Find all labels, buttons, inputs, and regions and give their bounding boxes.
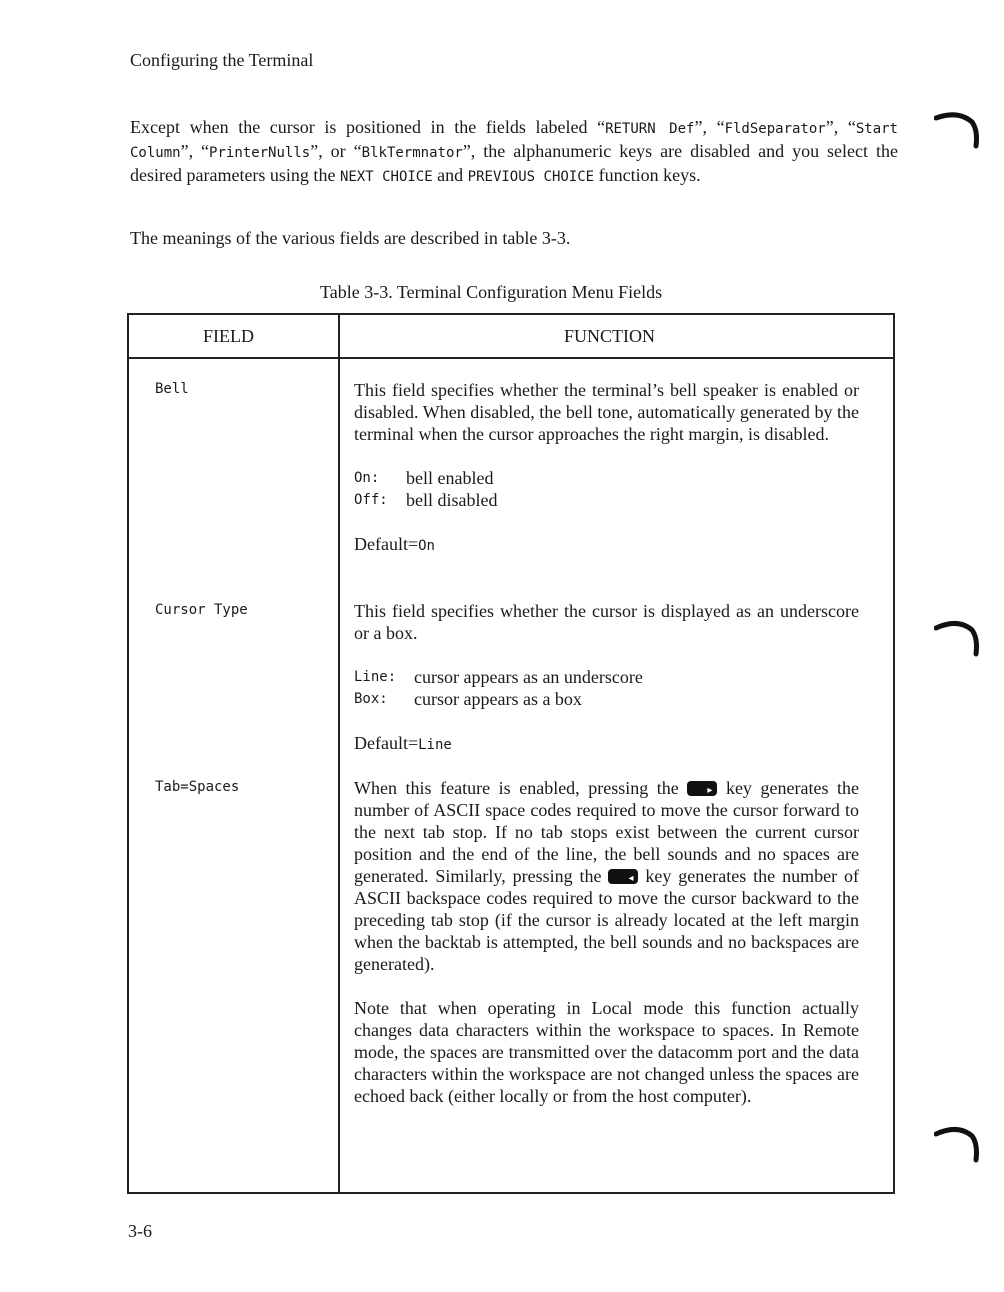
option-key-line: Line:: [354, 669, 397, 685]
option-key-off: Off:: [354, 492, 388, 508]
meaning-paragraph: The meanings of the various fields are described in table 3-3.: [130, 228, 571, 248]
column-header-field: FIELD: [203, 326, 254, 346]
column-divider: [338, 315, 340, 1192]
field-name-tab-spaces: Tab=Spaces: [155, 779, 240, 795]
field-desc-tab-spaces: When this feature is enabled, pressing the ▸ key generates the number of ASCII space codes required to move the cursor forward to the next tab stop. If no tab stops exist between the current cursor position and the end of the line, the bell sounds and no spaces are generated. Similarly, pressing the ◂ key generates the number of ASCII backspace codes required to move the cursor backward to the preceding tab stop (if the cursor is already located at the left margin when the backtab is attempted, the bell sounds and no backspaces are generated). Note that when operating in Local mode this function actually changes data characters within the workspace to spaces. In Remote mode, the spaces are transmitted over the datacomm port and the data characters within the workspace are not changed unless the spaces are echoed back (either locally or from the host computer).: [354, 777, 859, 1129]
intro-paragraph: Except when the cursor is positioned in the fields labeled “RETURN Def”, “FldSeparator”, “Start Column”, “PrinterNulls”, or “BlkTermnator”, the alphanumeric keys are disabled and you select the desired parameters using the NEXT CHOICE and PREVIOUS CHOICE function keys.: [130, 117, 899, 185]
option-key-on: On:: [354, 470, 380, 486]
field-desc-cursor-type: This field specifies whether the cursor is displayed as an underscore or a box. Line: cursor appears as an underscore Box: cursor appears as a box Default=Line: [354, 601, 859, 753]
config-fields-table: [127, 313, 895, 1194]
field-label-printernulls: PrinterNulls: [209, 145, 311, 161]
margin-change-bar-icon: [934, 1120, 980, 1166]
header-rule: [129, 357, 893, 359]
default-value-cursor: Line: [418, 737, 452, 753]
option-key-box: Box:: [354, 691, 388, 707]
next-choice-key: NEXT CHOICE: [339, 169, 433, 185]
field-desc-bell: This field specifies whether the terminal’s bell speaker is enabled or disabled. When disabled, the bell tone, automatically generated by the terminal when the cursor approaches the right margin, is disabled. On: bell enabled Off: bell disabled Default=On: [354, 380, 859, 554]
previous-choice-key: PREVIOUS CHOICE: [467, 169, 595, 185]
field-label-return-def: RETURN Def: [605, 121, 695, 137]
tab-key-icon: [687, 781, 717, 796]
table-caption: Table 3-3. Terminal Configuration Menu Fields: [320, 282, 663, 302]
field-label-start-column: Start Column: [130, 121, 898, 161]
field-name-cursor-type: Cursor Type: [155, 602, 248, 618]
page-number: 3-6: [128, 1221, 152, 1241]
running-head: Configuring the Terminal: [130, 50, 314, 70]
backtab-key-icon: [608, 869, 638, 884]
field-name-bell: Bell: [155, 381, 189, 397]
column-header-function: FUNCTION: [564, 326, 656, 346]
margin-change-bar-icon: [934, 614, 980, 660]
margin-change-bar-icon: [934, 108, 980, 154]
field-label-fldseparator: FldSeparator: [724, 121, 826, 137]
default-value-bell: On: [418, 538, 435, 554]
field-label-blktermnator: BlkTermnator: [361, 145, 463, 161]
